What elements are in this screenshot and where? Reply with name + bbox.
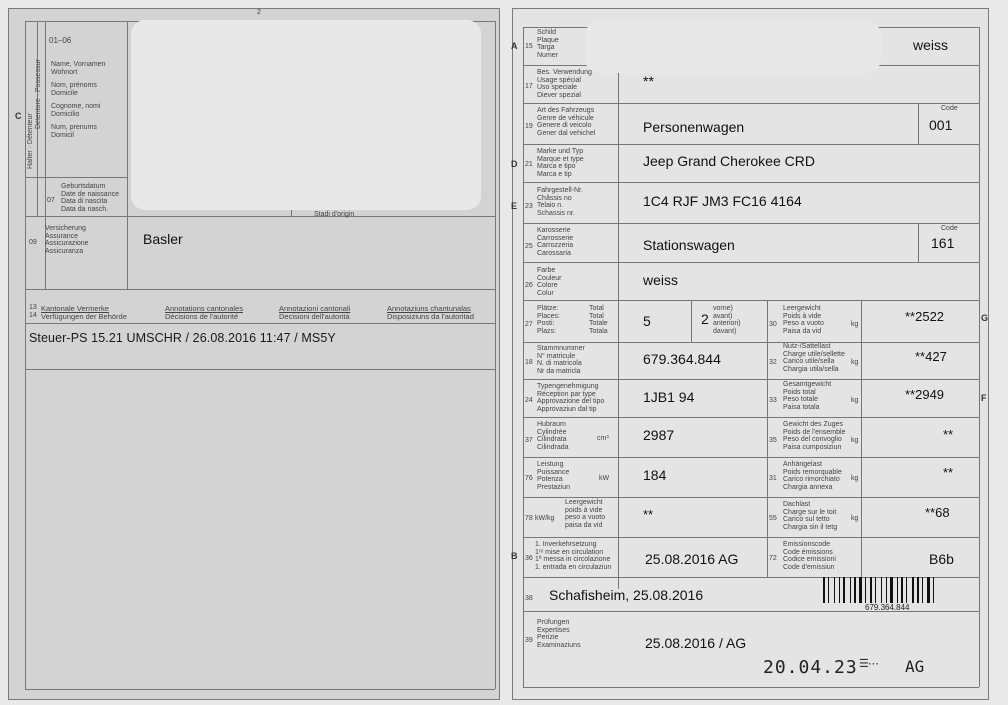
total-unit: kg [851, 397, 859, 404]
payload-num: 32 [769, 359, 777, 366]
barcode-bar [850, 577, 851, 603]
seats-total-labels: Total Total Totale Totala [589, 305, 608, 335]
type-code-label: Code [941, 105, 958, 112]
seats-front-value: 2 [701, 311, 709, 327]
approval-labels: Typengenehmigung Réception par type Approvazione del tipo Approvaziun dal tip [537, 383, 605, 413]
barcode-bar [917, 577, 919, 603]
first-num: 36 [525, 555, 533, 562]
type-labels: Art des Fahrzeugs Genre de véhicule Genere di veicolo Gener dal vehichel [537, 107, 596, 137]
color-value: weiss [643, 272, 679, 288]
empty-unit: kg [851, 321, 859, 328]
payload-value: **427 [915, 349, 947, 364]
barcode-bar [886, 577, 887, 603]
make-value: Jeep Grand Cherokee CRD [643, 153, 815, 169]
section-letter-a: A [511, 41, 518, 51]
header-kantonale: Kantonale Vermerke Verfügungen der Behörde [41, 304, 127, 321]
section-letter-d: D [511, 159, 518, 169]
total-labels: Gesamtgewicht Poids total Peso totale Paisa totala [783, 381, 832, 411]
seats-front-labels: vorne) avant) anteriori) davant) [713, 305, 741, 335]
trailer-num: 31 [769, 475, 777, 482]
barcode-bar [854, 577, 856, 603]
matric-num: 18 [525, 359, 533, 366]
make-labels: Marke und Typ Marque et type Marca e tipo Marca e tip [537, 148, 584, 178]
birth-num: 07 [47, 197, 55, 204]
barcode-bar [865, 577, 866, 603]
place-num: 38 [525, 595, 533, 602]
power-labels: Leistung Puissance Potenza Prestaziun [537, 461, 571, 491]
ratio-value: ** [643, 507, 654, 522]
plate-num: 15 [525, 43, 533, 50]
usage-num: 17 [525, 83, 533, 90]
usage-labels: Bes. Verwendung Usage spécial Uso speciale Diever spezial [537, 69, 592, 99]
ratio-num: 78 [525, 515, 533, 522]
chassis-labels: Fahrgestell-Nr. Châssis no Telaio n. Schassis nr. [537, 187, 583, 217]
barcode-bar [912, 577, 914, 603]
barcode-text: 679.364.844 [865, 603, 910, 612]
place-value: Schafisheim, 25.08.2016 [549, 587, 704, 603]
roof-unit: kg [851, 515, 859, 522]
barcode-bar [859, 577, 862, 603]
train-labels: Gewicht des Zuges Poids de l'ensemble Peso del convoglio Paisa cumposiziun [783, 421, 846, 451]
trailer-labels: Anhängelast Poids remorquable Carico rimorchiato Chargia annexa [783, 461, 842, 491]
page-marker: 2 [257, 9, 261, 16]
ratio-unit: kW/kg [535, 515, 555, 522]
empty-value: **2522 [905, 309, 945, 324]
barcode-bar [839, 577, 840, 603]
section-letter-f: F [981, 393, 987, 403]
insurance-value: Basler [143, 231, 183, 247]
header-cantonales: Annotations cantonales Décisions de l'autorité [165, 304, 243, 321]
total-value: **2949 [905, 387, 945, 402]
holder-vertical-1: Halter · Détenteur [27, 113, 34, 169]
roof-num: 55 [769, 515, 777, 522]
body-num: 25 [525, 243, 533, 250]
first-labels: 1. Inverkehrsetzung 1ʳᵉ mise en circulation 1ª messa in circolazione 1. entrada en circulaziun [535, 541, 612, 571]
power-unit: kW [599, 475, 610, 482]
barcode-bar [881, 577, 882, 603]
plate-labels: Schild Plaque Targa Numer [537, 29, 559, 59]
barcode-bar [933, 577, 934, 603]
train-value: ** [943, 427, 954, 442]
header-chantunalas: Annotaziuns chantunalas Disposiziuns da l'autoritad [387, 304, 474, 321]
stamp-icon: ☰⋯ [859, 658, 878, 670]
approval-value: 1JB1 94 [643, 389, 695, 405]
section-letter-b: B [511, 551, 518, 561]
color-num: 26 [525, 282, 533, 289]
power-num: 76 [525, 475, 533, 482]
trailer-unit: kg [851, 475, 859, 482]
roof-labels: Dachlast Charge sur le toit Carico sul tetto Chargia sin il tetg [783, 501, 838, 531]
section-letter-c: C [15, 111, 22, 121]
barcode-bar [890, 577, 893, 603]
insurance-labels: Versicherung Assurance Assicurazione Assicuranza [45, 225, 89, 255]
train-num: 35 [769, 437, 777, 444]
exam-num: 39 [525, 637, 533, 644]
remark-note: Steuer-PS 15.21 UMSCHR / 26.08.2016 11:47 / MS5Y [29, 331, 336, 345]
displ-value: 2987 [643, 427, 675, 443]
plate-value: weiss [913, 37, 949, 53]
barcode-bar [843, 577, 845, 603]
trailer-value: ** [943, 465, 954, 480]
redacted-holder [131, 20, 481, 210]
left-page [8, 8, 500, 700]
emis-labels: Emissionscode Code émissions Codice emissioni Code d'emissiun [783, 541, 836, 571]
roof-value: **68 [925, 505, 950, 520]
section-letter-g: G [981, 313, 989, 323]
holder-labels: Name, Vornamen Wohnort Nom, prénoms Domicile Cognome, nomi Domicilio Num, prenums Domicil [51, 61, 106, 139]
exam-stamp-mark: AG [905, 657, 925, 676]
payload-unit: kg [851, 359, 859, 366]
type-value: Personenwagen [643, 119, 745, 135]
first-value: 25.08.2016 AG [645, 551, 739, 567]
barcode-bar [897, 577, 898, 603]
barcode-bar [922, 577, 923, 603]
exam-labels: Prüfungen Expertises Perizie Examinaziuns [537, 619, 581, 649]
birth-labels: Geburtsdatum Date de naissance Data di nascita Data da nasch. [61, 183, 119, 213]
matric-value: 679.364.844 [643, 351, 721, 367]
holder-vertical-2: Detentore · Possessur [35, 59, 42, 129]
exam-value: 25.08.2016 / AG [645, 635, 747, 651]
barcode-bar [828, 577, 829, 603]
seats-num: 27 [525, 321, 533, 328]
type-num: 19 [525, 123, 533, 130]
displ-num: 37 [525, 437, 533, 444]
seats-labels: Plätze: Places: Posti: Plazs: [537, 305, 560, 335]
displ-labels: Hubraum Cylindrée Cilindrata Cilindrada [537, 421, 569, 451]
origin-label: Stadi d'origin [314, 211, 355, 218]
seats-value: 5 [643, 313, 651, 329]
power-value: 184 [643, 467, 667, 483]
right-page [512, 8, 989, 700]
body-code-label: Code [941, 225, 958, 232]
body-value: Stationswagen [643, 237, 735, 253]
displ-unit: cm³ [597, 435, 609, 442]
chassis-num: 23 [525, 203, 533, 210]
barcode-bar [901, 577, 903, 603]
redacted-plate [585, 21, 881, 73]
total-num: 33 [769, 397, 777, 404]
empty-labels: Leergewicht Poids à vide Peso a vuoto Paisa da vid [783, 305, 824, 335]
train-unit: kg [851, 437, 859, 444]
empty-num: 30 [769, 321, 777, 328]
row13-num: 13 [29, 304, 37, 311]
barcode-bar [834, 577, 835, 603]
insurance-num: 09 [29, 239, 37, 246]
header-cantonali: Annotazioni cantonali Decisioni dell'autorità [279, 304, 351, 321]
approval-num: 24 [525, 397, 533, 404]
payload-labels: Nutz-/Sattellast Charge utile/sellette Carico utile/sella Chargia utila/sella [783, 343, 845, 373]
barcode-bar [927, 577, 930, 603]
emis-value: B6b [929, 551, 954, 567]
body-labels: Karosserie Carrosserie Carrozzeria Carossaria [537, 227, 574, 257]
emis-num: 72 [769, 555, 777, 562]
body-code: 161 [931, 235, 955, 251]
type-code: 001 [929, 117, 953, 133]
exam-stamp-date: 20.04.23 [763, 657, 858, 678]
barcode-bar [823, 577, 825, 603]
section-letter-e: E [511, 201, 518, 211]
barcode-bar [870, 577, 872, 603]
barcode-bar [906, 577, 907, 603]
color-labels: Farbe Couleur Colore Colur [537, 267, 562, 297]
ratio-labels: Leergewicht poids à vide peso a vuoto paisa da vid [565, 499, 606, 529]
barcode-bar [875, 577, 876, 603]
usage-value: ** [643, 73, 654, 89]
barcode [823, 577, 967, 603]
make-num: 21 [525, 161, 533, 168]
code-0106: 01–06 [49, 36, 72, 45]
matric-labels: Stammnummer N° matricule N. di matricola Nr da matricla [537, 345, 585, 375]
chassis-value: 1C4 RJF JM3 FC16 4164 [643, 193, 802, 209]
row14-num: 14 [29, 312, 37, 319]
